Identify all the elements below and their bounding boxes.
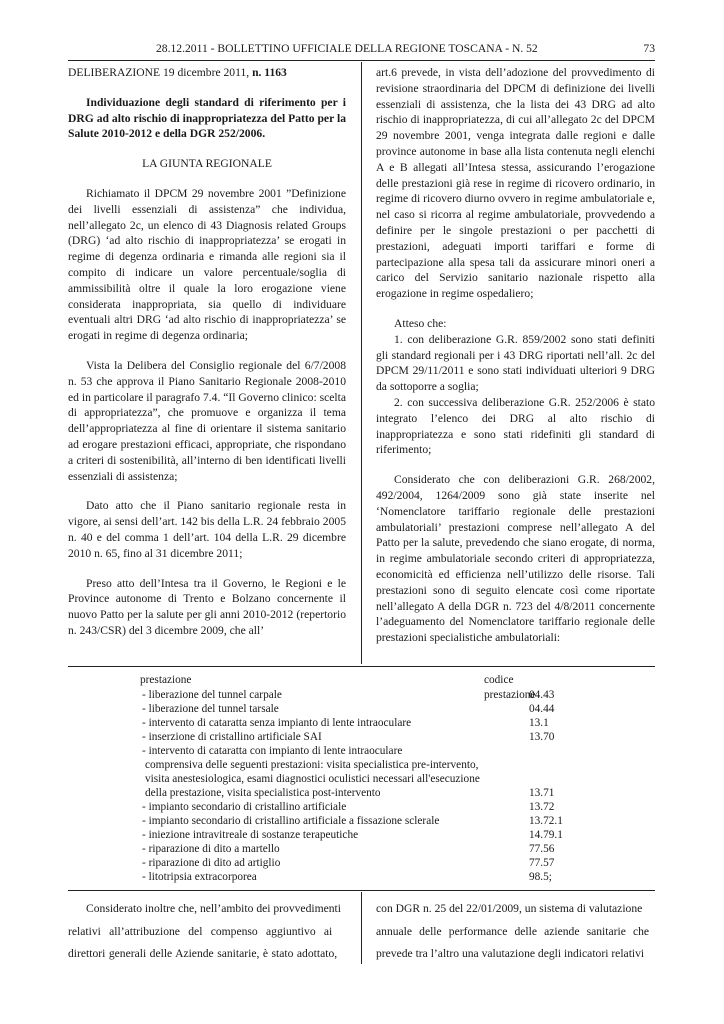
table-row-code: 13.72 [529, 801, 555, 813]
deliberation-subject: Individuazione degli standard di riferimento per i DRG ad alto rischio di inappropriatezza del Patto per la Salute 2010-2012 e della DGR 252/2006. [68, 95, 346, 141]
paragraph-preso-atto: Preso atto dell’Intesa tra il Governo, le Regioni e le Province autonome di Trento e Bolzano concernente il nuovo Patto per la salute per gli anni 2010-2012 (repertorio n. 243/CSR) del 3 dicembre 2009, che all’ [68, 576, 346, 637]
table-header-code: codice prestazione [484, 674, 536, 701]
table-row-label: - liberazione del tunnel carpale [142, 689, 282, 701]
deliberation-heading [68, 65, 346, 81]
table-row-label: comprensiva delle seguenti prestazioni: visita specialistica pre-intervento, [145, 759, 479, 771]
bottom-column-divider [361, 892, 362, 964]
right-column [376, 65, 655, 646]
table-row-label: - impianto secondario di cristallino artificiale [142, 801, 347, 813]
table-row-code: 04.44 [529, 703, 555, 715]
giunta-heading: LA GIUNTA REGIONALE [142, 157, 272, 171]
paragraph-considerato: Considerato che con deliberazioni G.R. 268/2002, 492/2004, 1264/2009 sono già state inserite nel ‘Nomenclatore tariffario regionale delle prestazioni ambulatoriali’ prestazioni comprese nell’allegato A del Patto per la salute, prevedendo che siano erogate, di norma, in regime ambulatoriale secondo criteri di appropriatezza, economicità ed efficienza nell’utilizzo delle risorse. Tali prestazioni sono di seguito elencate così come riportate nell’allegato A della DGR n. 723 del 4/8/2011 concernente l’adeguamento del Nomenclatore tariffario regionale delle prestazioni specialistiche ambulatoriali: [376, 473, 655, 645]
header-rule [68, 60, 655, 61]
table-row-label: - iniezione intravitreale di sostanze terapeutiche [142, 829, 359, 841]
paragraph-dato-atto: Dato atto che il Piano sanitario regionale resta in vigore, ai sensi dell’art. 142 bis della L.R. 24 febbraio 2005 n. 40 e del comma 1 dell’art. 104 della L.R. 29 dicembre 2010 n. 65, fino al 31 dicembre 2011; [68, 499, 346, 560]
bottom-left-line: Considerato inoltre che, nell’ambito dei provvedimenti [86, 902, 341, 915]
table-row-label: - riparazione di dito ad artiglio [142, 857, 281, 869]
paragraph-art6: art.6 prevede, in vista dell’adozione del provvedimento di revisione straordinaria del DPCM di definizione dei livelli essenziali di assistenza, che la lista dei 43 DRG ad alto rischio di inappropriatezza, di cui all’allegato 2c del DPCM 29 novembre 2001, venga integrata dalle regioni e dalle province autonome in base alla lista contenuta negli elenchi A e B allegati all’Intesa stessa, assicurando l’erogazione delle prestazioni già rese in regime di ricovero ordinario, in regime di ricovero diurno ovvero in regime ambulatoriale e, nel caso si ricorra al regime ambulatoriale, provvedendo a definire per le singole prestazioni o per pacchetti di prestazioni, adeguati importi tariffari e forme di partecipazione alla spesa tali da assicurare minori oneri a carico del Servizio sanitario nazionale rispetto alla erogazione in regime ospedaliero; [376, 66, 655, 301]
header-title: 28.12.2011 - BOLLETTINO UFFICIALE DELLA REGIONE TOSCANA - N. 52 [156, 42, 538, 55]
table-row-label: - litotripsia extracorporea [142, 871, 257, 883]
paragraph-vista: Vista la Delibera del Consiglio regionale del 6/7/2008 n. 53 che approva il Piano Sanitario Regionale 2008-2010 ed in particolare il paragrafo 7.4. “Il Governo clinico: scelta di appropriatezza”, che promuove e organizza il tema dell’appropriatezza al fine di orientare il sistema sanitario ad erogare prestazioni efficaci, appropriate, che rispondano a criteri di sostenibilità, all’interno di ben identificati livelli essenziali di assistenza; [68, 358, 346, 483]
table-row-code: 13.70 [529, 731, 555, 743]
table-row-label: - riparazione di dito a martello [142, 843, 280, 855]
bottom-left-line: direttori generali delle Aziende sanitarie, è stato adottato, [68, 947, 338, 960]
table-row-code: 98.5; [529, 871, 552, 883]
bottom-right-line: annuale delle performance delle aziende sanitarie che [376, 924, 650, 938]
paragraph-atteso: Atteso che: [394, 316, 447, 330]
table-row-code: 14.79.1 [529, 829, 563, 841]
table-row-code: 04.43 [529, 689, 555, 701]
table-bottom-rule [68, 890, 655, 891]
table-row-label: visita anestesiologica, esami diagnostici oculistici necessari all'esecuzione [145, 773, 480, 785]
paragraph-point-1: 1. con deliberazione G.R. 859/2002 sono stati definiti gli standard regionali per i 43 DRG riportati nell’all. 2c del DPCM 29/11/2011 e sono stati individuati ulteriori 9 DRG da sottoporre a soglia; [376, 332, 655, 394]
paragraph-point-2: 2. con successiva deliberazione G.R. 252/2006 è stato integrato l’elenco dei DRG al alto rischio di inappropriatezza e sono stati ridefiniti gli standard di riferimento; [376, 395, 655, 457]
table-row-code: 77.56 [529, 843, 555, 855]
table-row-label: - impianto secondario di cristallino artificiale a fissazione sclerale [142, 815, 440, 827]
page-number: 73 [643, 42, 655, 55]
table-row-label: - inserzione di cristallino artificiale SAI [142, 731, 322, 743]
bottom-right-line: prevede tra l’altro una valutazione degli indicatori relativi [376, 947, 645, 960]
deliberation-prefix: DELIBERAZIONE 19 dicembre 2011, [68, 66, 253, 79]
deliberation-number: n. 1163 [252, 66, 287, 79]
table-row-label: della prestazione, visita specialistica post-intervento [145, 787, 381, 799]
bottom-left-line: relativi all’attribuzione del compenso aggiuntivo ai [68, 924, 333, 938]
table-row-code: 13.1 [529, 717, 549, 729]
paragraph-richiamato: Richiamato il DPCM 29 novembre 2001 ”Definizione dei livelli essenziali di assistenza” che individua, nell’allegato 2c, un elenco di 43 Diagnosis related Groups (DRG) ‘ad alto rischio di inappropriatezza’ se erogati in regime di degenza ordinaria e rimanda alle regioni sia il compito di indicare un valore percentuale/soglia di ammissibilità oltre il quale la loro erogazione viene considerata inappropriata, sia quello di individuare eventuali altri DRG ‘ad alto rischio di inappropriatezza’ se erogati in regime di degenza ordinaria; [68, 186, 346, 343]
page-header [68, 40, 655, 60]
table-row-code: 13.72.1 [529, 815, 563, 827]
table-row-code: 77.57 [529, 857, 555, 869]
table-row-label: - intervento di cataratta con impianto di lente intraoculare [142, 745, 403, 757]
table-row-code: 13.71 [529, 787, 555, 799]
left-column [68, 65, 346, 639]
table-top-rule [68, 666, 655, 667]
table-row-label: - liberazione del tunnel tarsale [142, 703, 279, 715]
bottom-left-column [68, 898, 346, 966]
column-divider [361, 62, 362, 664]
table-row-label: - intervento di cataratta senza impianto di lente intraoculare [142, 717, 412, 729]
bottom-right-line: con DGR n. 25 del 22/01/2009, un sistema di valutazione [376, 902, 643, 915]
table-header-procedure: prestazione [140, 674, 192, 686]
bottom-right-column [376, 898, 655, 966]
